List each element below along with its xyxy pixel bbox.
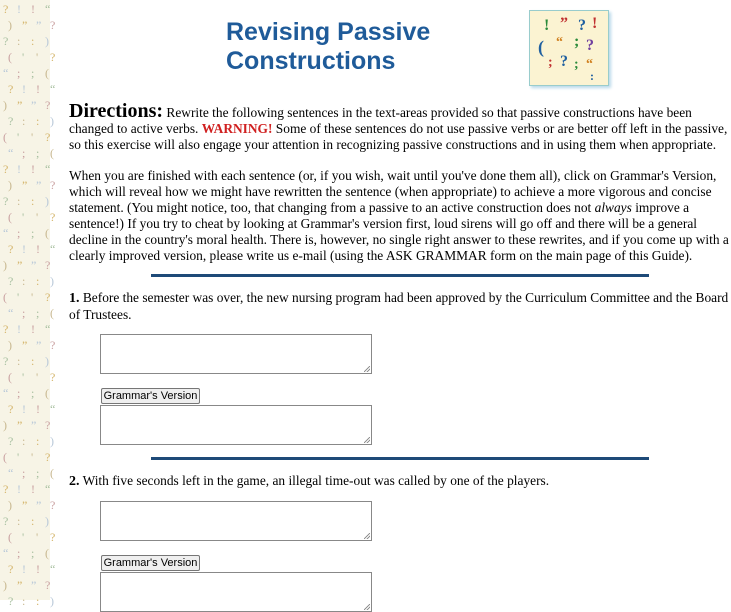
border-glyph: ?	[3, 194, 9, 208]
border-glyph: ?	[45, 290, 51, 304]
border-glyph: !	[17, 162, 21, 176]
border-glyph: ?	[50, 50, 56, 64]
border-glyph: :	[36, 594, 40, 608]
border-glyph: !	[36, 562, 40, 576]
question-1-answer-input[interactable]	[100, 334, 372, 374]
border-glyph: ”	[31, 578, 37, 592]
border-glyph: !	[31, 482, 35, 496]
question-1-number: 1.	[69, 291, 80, 306]
border-glyph: )	[3, 258, 7, 272]
border-glyph: ?	[3, 482, 9, 496]
border-glyph: :	[31, 194, 35, 208]
border-glyph: )	[45, 354, 49, 368]
border-glyph: !	[31, 322, 35, 336]
border-glyph: :	[31, 34, 35, 48]
border-glyph: ”	[36, 498, 42, 512]
instructions-text-2: improve a sentence!) If you try to cheat by looking at Grammar's version first, loud sirens will go off and there will be a general decline in the country's moral health. There is, however, no single right answer to these rewrites, and if you come up with a clearly improved version, please write us e-mail (using the ASK GRAMMAR form on the main page of this Guide).	[69, 200, 729, 263]
question-2-grammars-version-output[interactable]	[100, 572, 372, 612]
border-glyph: )	[50, 114, 54, 128]
border-glyph: ”	[17, 418, 23, 432]
divider-2	[151, 457, 649, 460]
border-glyph: ?	[50, 18, 56, 32]
border-glyph: )	[8, 338, 12, 352]
border-glyph: ?	[50, 178, 56, 192]
logo-glyph: (	[538, 37, 544, 57]
border-glyph: !	[36, 82, 40, 96]
border-glyph: ”	[22, 498, 28, 512]
border-glyph: !	[36, 402, 40, 416]
page-title-line-2: Constructions	[226, 47, 396, 75]
border-glyph: ?	[45, 98, 51, 112]
border-glyph: ?	[50, 498, 56, 512]
border-glyph: ;	[31, 66, 35, 80]
border-glyph: ”	[31, 418, 37, 432]
border-glyph: ?	[8, 82, 14, 96]
border-glyph: ?	[45, 450, 51, 464]
border-glyph: ?	[8, 114, 14, 128]
border-glyph: :	[17, 34, 21, 48]
border-glyph: ?	[45, 130, 51, 144]
border-glyph: ?	[50, 530, 56, 544]
border-glyph: ?	[8, 562, 14, 576]
border-glyph: ?	[45, 258, 51, 272]
border-glyph: ?	[3, 354, 9, 368]
border-glyph: “	[45, 322, 51, 336]
border-glyph: ?	[45, 578, 51, 592]
border-glyph: ;	[17, 66, 21, 80]
border-glyph: ?	[8, 242, 14, 256]
resize-grip-icon[interactable]	[364, 604, 370, 610]
question-2-answer-input[interactable]	[100, 501, 372, 541]
border-glyph: ?	[50, 338, 56, 352]
border-glyph: )	[45, 514, 49, 528]
border-glyph: (	[3, 130, 7, 144]
warning-label: WARNING!	[201, 121, 273, 136]
question-2-text: With five seconds left in the game, an illegal time-out was called by one of the players.	[82, 473, 550, 488]
border-glyph: ;	[31, 226, 35, 240]
border-glyph: '	[36, 370, 39, 384]
border-glyph: “	[45, 162, 51, 176]
border-glyph: “	[8, 466, 14, 480]
border-glyph: !	[22, 242, 26, 256]
question-1-grammars-version-button[interactable]: Grammar's Version	[101, 388, 200, 404]
border-glyph: (	[45, 386, 49, 400]
border-glyph: ;	[36, 146, 40, 160]
border-glyph: ?	[8, 434, 14, 448]
border-glyph: ”	[36, 178, 42, 192]
border-glyph: (	[45, 66, 49, 80]
resize-grip-icon[interactable]	[364, 437, 370, 443]
border-glyph: ;	[31, 386, 35, 400]
border-glyph: '	[17, 130, 20, 144]
border-glyph: “	[50, 242, 56, 256]
border-glyph: (	[50, 466, 54, 480]
border-glyph: :	[36, 274, 40, 288]
directions-paragraph	[69, 100, 731, 153]
border-glyph: !	[22, 562, 26, 576]
border-glyph: ?	[50, 210, 56, 224]
logo-glyph: ?	[586, 37, 594, 54]
border-glyph: “	[45, 482, 51, 496]
border-glyph: :	[22, 434, 26, 448]
border-glyph: ;	[17, 386, 21, 400]
border-glyph: :	[36, 114, 40, 128]
question-2-grammars-version-button[interactable]: Grammar's Version	[101, 555, 200, 571]
page-title	[226, 18, 430, 76]
border-glyph: '	[36, 50, 39, 64]
border-glyph: :	[31, 514, 35, 528]
border-glyph: (	[3, 450, 7, 464]
border-glyph: '	[22, 530, 25, 544]
border-glyph: ;	[17, 546, 21, 560]
border-glyph: !	[31, 2, 35, 16]
border-glyph: ?	[50, 370, 56, 384]
border-glyph: ?	[8, 274, 14, 288]
instructions-paragraph	[69, 168, 731, 264]
border-glyph: '	[17, 450, 20, 464]
border-glyph: “	[8, 146, 14, 160]
border-glyph: !	[17, 322, 21, 336]
border-glyph: “	[50, 562, 56, 576]
border-glyph: ;	[36, 306, 40, 320]
border-glyph: ”	[17, 578, 23, 592]
border-glyph: ”	[17, 98, 23, 112]
border-glyph: ”	[31, 258, 37, 272]
border-glyph: ;	[31, 546, 35, 560]
border-glyph: )	[3, 578, 7, 592]
logo-glyph: !	[544, 17, 550, 34]
border-glyph: “	[3, 226, 9, 240]
question-2-number: 2.	[69, 474, 80, 489]
border-glyph: '	[17, 290, 20, 304]
logo-glyph: ;	[574, 57, 579, 72]
border-glyph: '	[22, 370, 25, 384]
logo-glyph: ”	[560, 15, 568, 32]
border-glyph: '	[31, 290, 34, 304]
border-glyph: )	[45, 34, 49, 48]
border-glyph: ”	[36, 338, 42, 352]
resize-grip-icon[interactable]	[364, 366, 370, 372]
border-glyph: '	[31, 130, 34, 144]
instructions-emphasis: always	[594, 200, 632, 215]
border-glyph: :	[22, 114, 26, 128]
border-glyph: ?	[8, 594, 14, 608]
punctuation-logo	[529, 10, 609, 86]
border-glyph: (	[8, 370, 12, 384]
border-glyph: “	[45, 2, 51, 16]
logo-glyph: ;	[574, 33, 580, 50]
border-glyph: !	[22, 402, 26, 416]
border-glyph: ?	[3, 322, 9, 336]
border-glyph: “	[50, 82, 56, 96]
border-glyph: ”	[22, 18, 28, 32]
border-glyph: !	[17, 2, 21, 16]
border-glyph: ;	[17, 226, 21, 240]
decorative-border	[0, 0, 56, 608]
border-glyph: )	[3, 418, 7, 432]
border-glyph: '	[36, 210, 39, 224]
instructions-text-1: When you are finished with each sentence (or, if you wish, wait until you've done them all), click on Grammar's Version, which will reveal how we might have rewritten the sentence (when appropriate) to achieve a more vigorous and concise statement. (You might notice, too, that changing from a passive to an active construction does not	[69, 168, 717, 215]
logo-glyph: :	[590, 69, 594, 83]
border-glyph: (	[8, 530, 12, 544]
border-glyph: :	[36, 434, 40, 448]
border-glyph: )	[8, 498, 12, 512]
logo-glyph: ;	[548, 55, 553, 70]
border-glyph: ?	[3, 514, 9, 528]
border-glyph: ;	[22, 306, 26, 320]
logo-glyph: “	[556, 35, 563, 50]
border-glyph: (	[50, 146, 54, 160]
directions-text-2: Some of these sentences do not use passive verbs or are better off left in the passive, so this exercise will also engage your attention in recognizing passive constructions and in using them when appropriate.	[69, 121, 728, 152]
border-glyph: ?	[3, 34, 9, 48]
logo-glyph: !	[592, 15, 598, 32]
border-glyph: ?	[45, 418, 51, 432]
border-glyph: '	[22, 50, 25, 64]
border-glyph: ”	[22, 338, 28, 352]
border-glyph: ?	[3, 162, 9, 176]
border-glyph: )	[50, 274, 54, 288]
border-glyph: !	[36, 242, 40, 256]
border-glyph: ?	[8, 402, 14, 416]
border-glyph: ;	[22, 466, 26, 480]
border-glyph: :	[31, 354, 35, 368]
border-glyph: '	[22, 210, 25, 224]
border-glyph: ;	[22, 146, 26, 160]
border-glyph: !	[17, 482, 21, 496]
border-glyph: ?	[3, 2, 9, 16]
border-glyph: ”	[31, 98, 37, 112]
border-glyph: !	[22, 82, 26, 96]
border-glyph: (	[8, 50, 12, 64]
border-glyph: )	[8, 18, 12, 32]
border-glyph: )	[3, 98, 7, 112]
border-glyph: '	[36, 530, 39, 544]
resize-grip-icon[interactable]	[364, 533, 370, 539]
question-2	[69, 473, 731, 490]
border-glyph: ”	[22, 178, 28, 192]
directions-text-1: Rewrite the following sentences in the text-areas provided so that passive constructions have been changed to active verbs.	[69, 105, 692, 136]
border-glyph: ;	[36, 466, 40, 480]
border-glyph: (	[50, 306, 54, 320]
question-1-text: Before the semester was over, the new nursing program had been approved by the Curriculum Committee and the Board of Trustees.	[69, 290, 729, 322]
border-glyph: (	[3, 290, 7, 304]
border-glyph: “	[3, 546, 9, 560]
border-glyph: :	[17, 194, 21, 208]
border-glyph: )	[50, 594, 54, 608]
border-glyph: :	[17, 354, 21, 368]
border-glyph: '	[31, 450, 34, 464]
logo-glyph: ?	[578, 17, 586, 34]
border-glyph: ”	[36, 18, 42, 32]
border-glyph: )	[8, 178, 12, 192]
border-glyph: !	[31, 162, 35, 176]
directions-label: Directions:	[69, 100, 164, 122]
border-glyph: ”	[17, 258, 23, 272]
border-glyph: “	[8, 306, 14, 320]
border-glyph: “	[3, 386, 9, 400]
border-glyph: :	[22, 594, 26, 608]
logo-glyph: “	[586, 57, 593, 72]
page-title-line-1: Revising Passive	[226, 18, 431, 46]
logo-glyph: ?	[560, 53, 568, 70]
border-glyph: )	[45, 194, 49, 208]
border-glyph: :	[17, 514, 21, 528]
question-1	[69, 290, 731, 323]
border-glyph: “	[50, 402, 56, 416]
divider-1	[151, 274, 649, 277]
border-glyph: “	[3, 66, 9, 80]
question-1-grammars-version-output[interactable]	[100, 405, 372, 445]
border-glyph: )	[50, 434, 54, 448]
border-glyph: :	[22, 274, 26, 288]
border-glyph: (	[8, 210, 12, 224]
border-glyph: (	[45, 546, 49, 560]
border-glyph: (	[45, 226, 49, 240]
